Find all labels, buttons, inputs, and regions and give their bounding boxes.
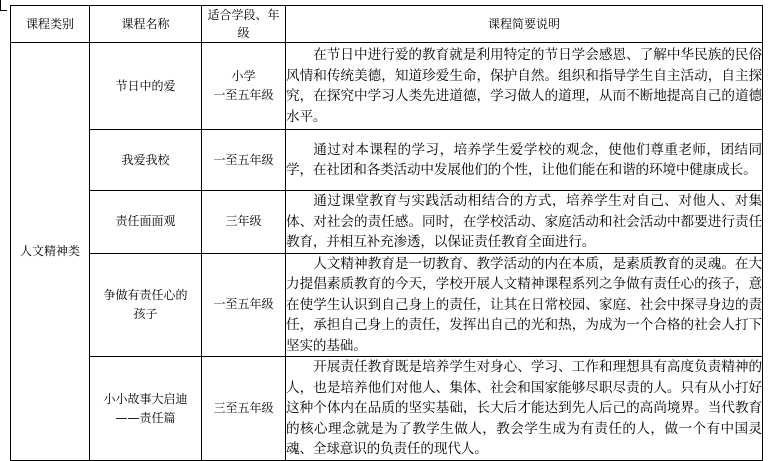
grade-text: 小学 [231, 69, 256, 83]
header-row [11, 6, 763, 43]
table-row [11, 130, 763, 191]
description-cell: 人文精神教育是一切教育、教学活动的内在本质，是素质教育的灵魂。在大力提倡素质教育的今天，学校开展人文精神课程系列之争做有责任心的孩子，意在使学生认识到自己身上的责任，让其在日常校园、家庭、社会中探寻身边的责任，承担自己身上的责任，发挥出自己的光和热，为成为一个合格的社会人打下坚实的基础。 [286, 253, 763, 357]
grade-cell [202, 253, 286, 357]
course-name: 责任面面观 [115, 214, 176, 229]
grade-cell [202, 43, 286, 130]
course-name-cell [90, 253, 202, 357]
description-cell: 在节日中进行爱的教育就是利用特定的节日学会感恩、了解中华民族的民俗风情和传统美德，知道珍爱生命，保护自然。组织和指导学生自主活动，自主探究，在探究中学习人类先进道德，学习做人的道理，从而不断地提高自己的道德水平。 [286, 43, 763, 130]
header-grade: 适合学段、年级 [202, 6, 286, 43]
description-cell: 通过对本课程的学习，培养学生爱学校的观念，使他们尊重老师，团结同学，在社团和各类活动中发展他们的个性，让他们能在和谐的环境中健康成长。 [286, 130, 763, 191]
table-row [11, 253, 763, 357]
grade-text: 一至五年级 [213, 88, 274, 102]
grade-cell [202, 130, 286, 191]
table-row [11, 357, 763, 461]
grade-text: 三至五年级 [213, 401, 274, 415]
header-category: 课程类别 [11, 6, 90, 43]
course-name-cell [90, 191, 202, 254]
course-name-cell [90, 43, 202, 130]
course-name: 节日中的爱 [115, 78, 176, 93]
corner-mark [0, 0, 7, 11]
header-description: 课程简要说明 [286, 6, 763, 43]
course-name: 我爱我校 [121, 152, 170, 167]
grade-text: 三年级 [225, 214, 262, 229]
course-name: 争做有责任心的 [103, 287, 188, 302]
grade-text: 一至五年级 [213, 152, 274, 167]
header-course-name: 课程名称 [90, 6, 202, 43]
course-table [10, 5, 763, 461]
description-cell: 通过课堂教育与实践活动相结合的方式，培养学生对自己、对他人、对集体、对社会的责任感。同时，在学校活动、家庭活动和社会活动中都要进行责任教育，并相互补充渗透，以保证责任教育全面进行。 [286, 191, 763, 254]
course-name-cell [90, 130, 202, 191]
grade-cell [202, 357, 286, 461]
category-cell: 人文精神类 [11, 43, 90, 461]
course-name: 小小故事大启迪 [103, 391, 188, 406]
course-name-cell [90, 357, 202, 461]
table-row [11, 43, 763, 130]
course-name: ——责任篇 [115, 410, 176, 425]
description-cell: 开展责任教育既是培养学生对身心、学习、工作和理想具有高度负责精神的人，也是培养他们对他人、集体、社会和国家能够尽职尽责的人。只有从小打好这种个体内在品质的坚实基础，长大后才能达到先人后己的高尚境界。当代教育的核心理念就是为了教学生做人，教会学生成为有责任的人，做一个有中国灵魂、全球意识的负责任的现代人。 [286, 357, 763, 461]
course-name: 孩子 [133, 306, 158, 321]
grade-cell [202, 191, 286, 254]
grade-text: 一至五年级 [213, 297, 274, 312]
table-row [11, 191, 763, 254]
